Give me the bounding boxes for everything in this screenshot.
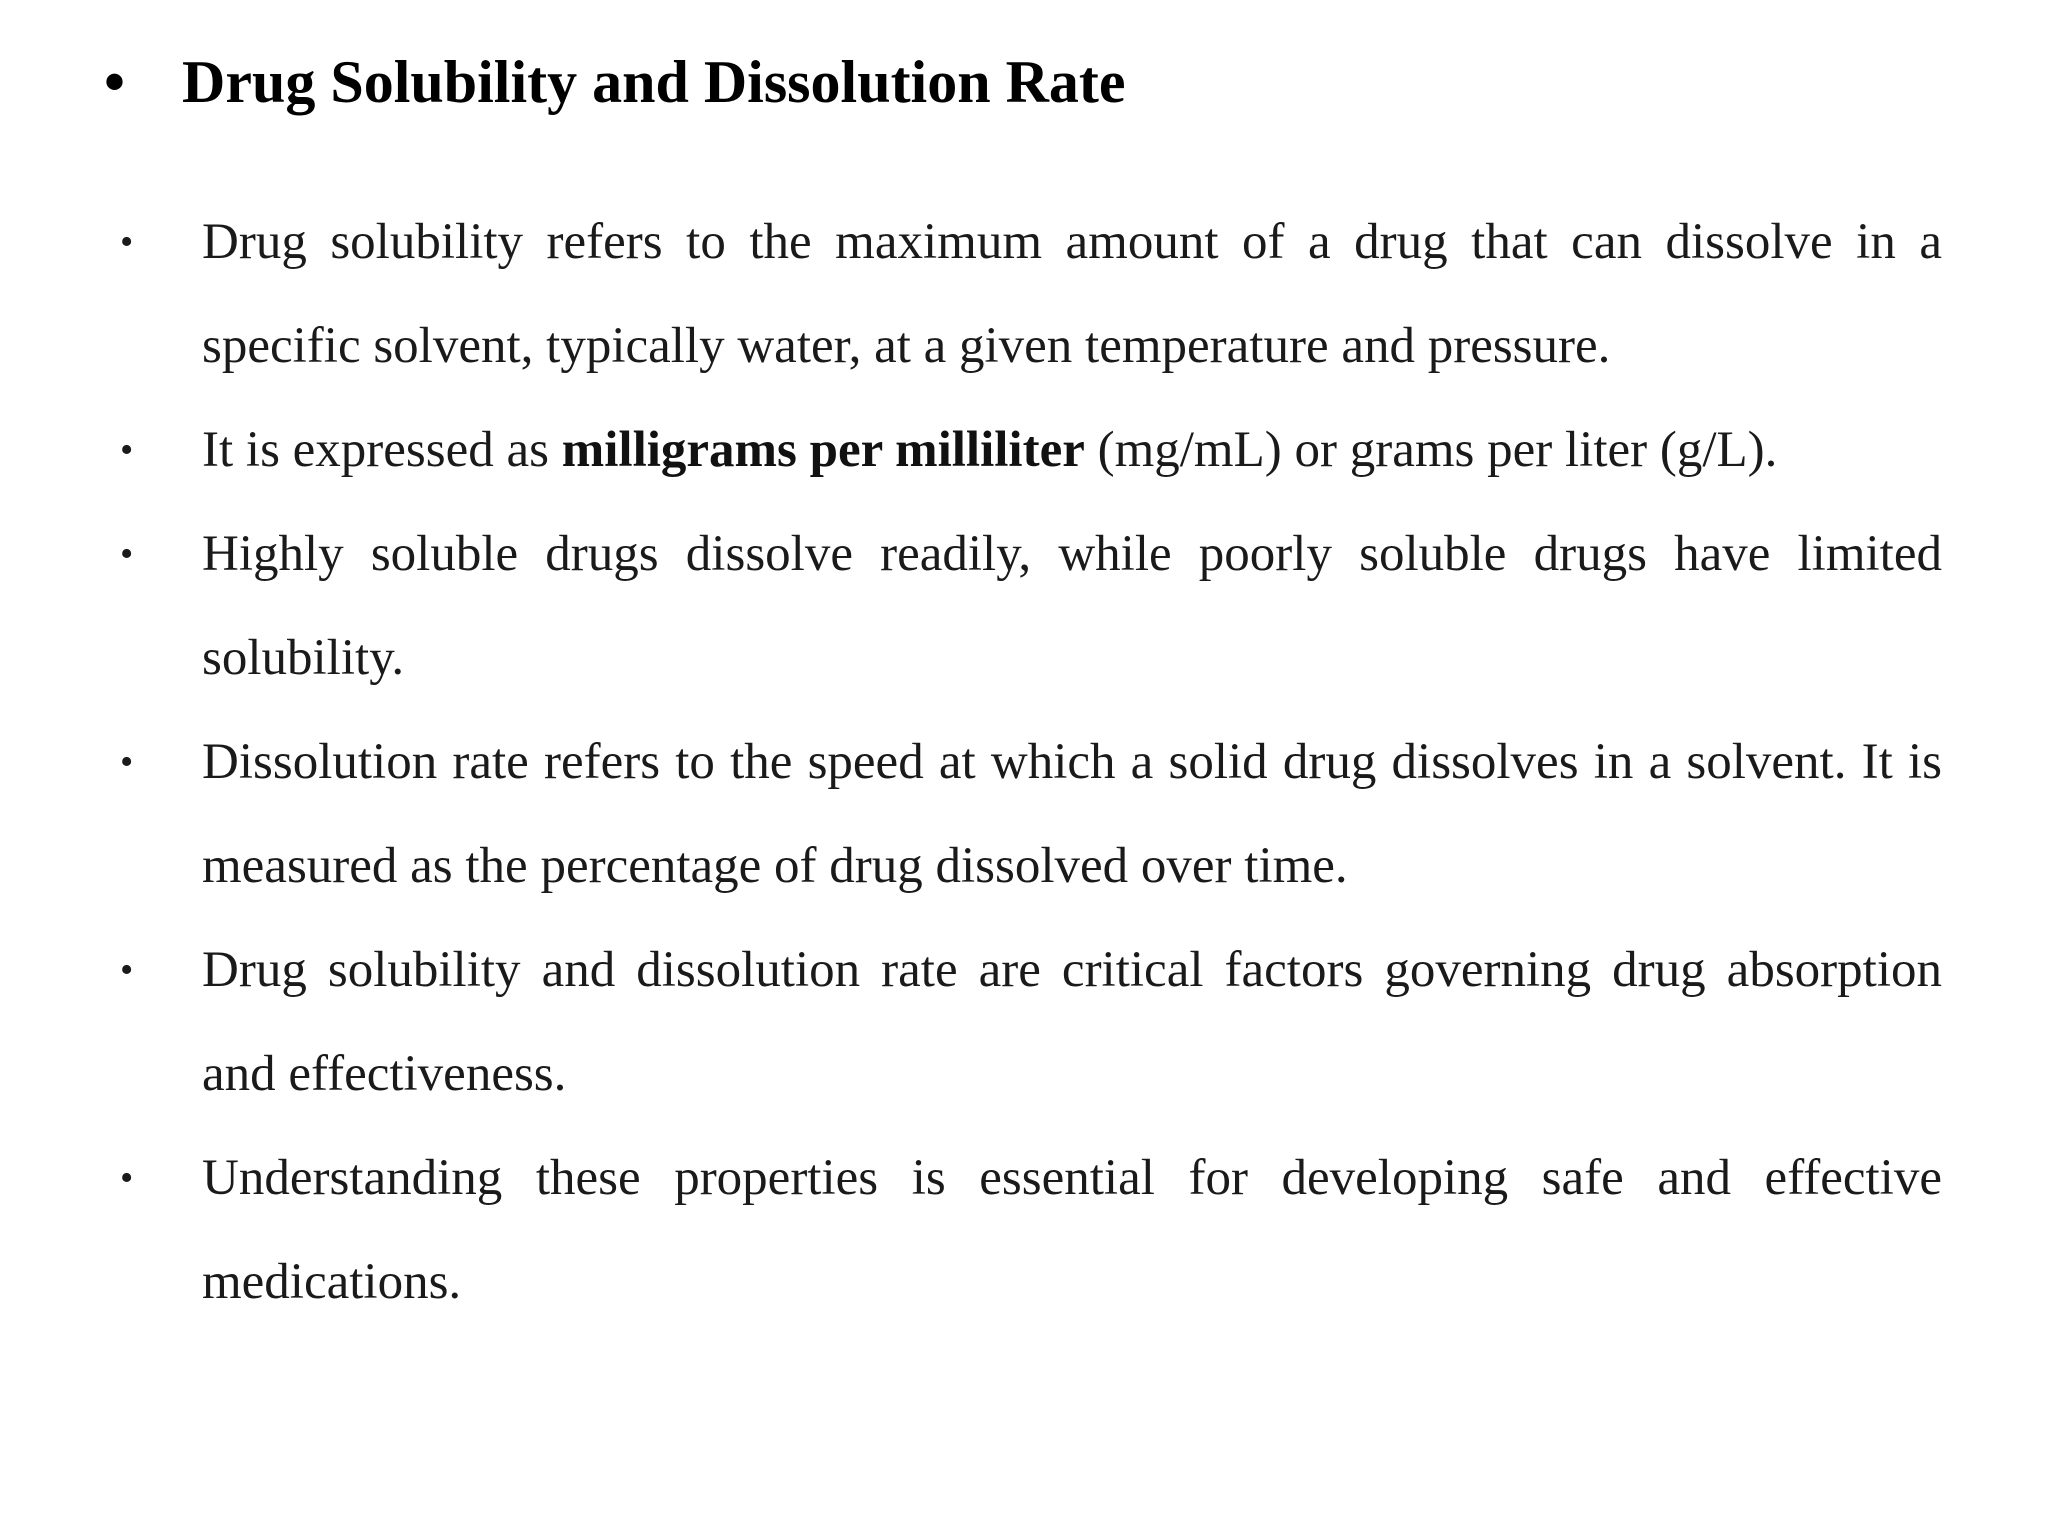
bullet-item-dissolution-rate bbox=[120, 710, 1942, 918]
bullet-item-solubility-units bbox=[120, 398, 1942, 502]
bullet-icon: • bbox=[120, 741, 134, 783]
bullet-text-before: It is expressed as bbox=[202, 422, 562, 478]
bullet-item-solubility-definition bbox=[120, 190, 1942, 398]
bullet-text: Understanding these properties is essential for developing safe and effective medications. bbox=[202, 1150, 1942, 1310]
bullet-icon: • bbox=[120, 533, 134, 575]
bullet-text: Dissolution rate refers to the speed at which a solid drug dissolves in a solvent. It is measured as the percentage of drug dissolved over time. bbox=[202, 734, 1942, 894]
bullet-bold-term: milligrams per milliliter bbox=[561, 422, 1085, 478]
bullet-icon: • bbox=[120, 949, 134, 991]
bullet-icon: • bbox=[120, 221, 134, 263]
bullet-list bbox=[120, 190, 1942, 1334]
bullet-text-after: (mg/mL) or grams per liter (g/L). bbox=[1084, 422, 1778, 478]
bullet-item-soluble-vs-poorly-soluble bbox=[120, 502, 1942, 710]
title-bullet-icon: • bbox=[104, 49, 126, 115]
bullet-text: Highly soluble drugs dissolve readily, while poorly soluble drugs have limited solubility. bbox=[202, 526, 1942, 686]
bullet-item-understanding-properties bbox=[120, 1126, 1942, 1334]
bullet-item-critical-factors bbox=[120, 918, 1942, 1126]
bullet-icon: • bbox=[120, 1157, 134, 1199]
bullet-text: Drug solubility refers to the maximum amount of a drug that can dissolve in a specific solvent, typically water, at a given temperature and pressure. bbox=[202, 214, 1942, 374]
slide-title-row bbox=[104, 42, 1904, 122]
bullet-text: Drug solubility and dissolution rate are critical factors governing drug absorption and effectiveness. bbox=[202, 942, 1942, 1102]
slide-title: Drug Solubility and Dissolution Rate bbox=[182, 49, 1126, 115]
bullet-icon: • bbox=[120, 429, 134, 471]
